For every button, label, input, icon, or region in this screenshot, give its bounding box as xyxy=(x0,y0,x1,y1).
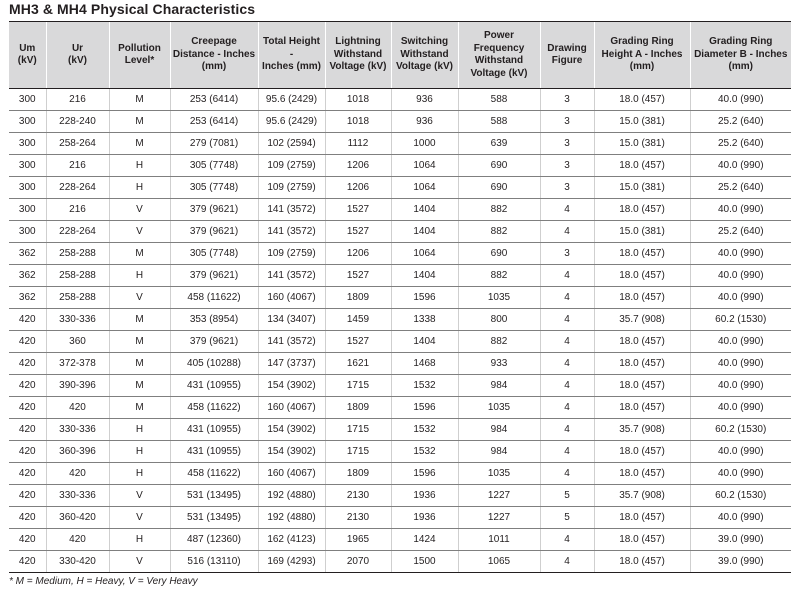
table-cell: 60.2 (1530) xyxy=(690,419,791,441)
table-cell: H xyxy=(109,529,170,551)
table-cell: 588 xyxy=(458,89,540,111)
table-row xyxy=(9,397,791,419)
table-cell: 109 (2759) xyxy=(258,155,325,177)
table-cell: V xyxy=(109,507,170,529)
table-cell: 4 xyxy=(540,441,594,463)
table-cell: 40.0 (990) xyxy=(690,507,791,529)
table-cell: 192 (4880) xyxy=(258,507,325,529)
table-cell: 458 (11622) xyxy=(170,287,258,309)
table-cell: 588 xyxy=(458,111,540,133)
table-cell: 4 xyxy=(540,397,594,419)
table-cell: 690 xyxy=(458,155,540,177)
table-cell: 431 (10955) xyxy=(170,441,258,463)
table-cell: 690 xyxy=(458,243,540,265)
table-cell: 1809 xyxy=(325,287,391,309)
table-cell: 35.7 (908) xyxy=(594,485,690,507)
table-cell: 40.0 (990) xyxy=(690,155,791,177)
table-cell: M xyxy=(109,111,170,133)
table-cell: 40.0 (990) xyxy=(690,441,791,463)
table-cell: 1227 xyxy=(458,485,540,507)
table-cell: 25.2 (640) xyxy=(690,221,791,243)
table-cell: 3 xyxy=(540,133,594,155)
table-cell: 882 xyxy=(458,221,540,243)
table-cell: 18.0 (457) xyxy=(594,551,690,573)
column-header: Um (kV) xyxy=(9,22,46,89)
table-cell: 18.0 (457) xyxy=(594,507,690,529)
table-cell: 60.2 (1530) xyxy=(690,485,791,507)
table-cell: 279 (7081) xyxy=(170,133,258,155)
table-cell: 1532 xyxy=(391,419,458,441)
table-cell: 141 (3572) xyxy=(258,221,325,243)
table-cell: 1206 xyxy=(325,155,391,177)
table-cell: 984 xyxy=(458,419,540,441)
table-cell: V xyxy=(109,221,170,243)
table-cell: 18.0 (457) xyxy=(594,375,690,397)
table-cell: 18.0 (457) xyxy=(594,155,690,177)
table-cell: 15.0 (381) xyxy=(594,133,690,155)
table-cell: 1527 xyxy=(325,199,391,221)
table-cell: 1064 xyxy=(391,155,458,177)
table-cell: 882 xyxy=(458,331,540,353)
table-cell: 169 (4293) xyxy=(258,551,325,573)
table-cell: 1065 xyxy=(458,551,540,573)
table-cell: 420 xyxy=(9,463,46,485)
table-cell: 933 xyxy=(458,353,540,375)
table-cell: 35.7 (908) xyxy=(594,419,690,441)
table-cell: 4 xyxy=(540,199,594,221)
table-cell: 1468 xyxy=(391,353,458,375)
table-cell: 154 (3902) xyxy=(258,441,325,463)
table-row xyxy=(9,89,791,111)
table-cell: M xyxy=(109,243,170,265)
table-cell: 18.0 (457) xyxy=(594,265,690,287)
table-cell: 1936 xyxy=(391,485,458,507)
table-cell: 420 xyxy=(9,441,46,463)
table-cell: 487 (12360) xyxy=(170,529,258,551)
table-cell: V xyxy=(109,287,170,309)
table-cell: 258-264 xyxy=(46,133,109,155)
table-cell: 141 (3572) xyxy=(258,265,325,287)
table-cell: 300 xyxy=(9,89,46,111)
table-row xyxy=(9,265,791,287)
table-body xyxy=(9,89,791,573)
table-cell: 1596 xyxy=(391,397,458,419)
table-cell: 420 xyxy=(9,485,46,507)
table-cell: 420 xyxy=(9,551,46,573)
table-cell: 4 xyxy=(540,529,594,551)
table-cell: 1596 xyxy=(391,463,458,485)
table-cell: 1936 xyxy=(391,507,458,529)
table-cell: 330-420 xyxy=(46,551,109,573)
table-cell: 160 (4067) xyxy=(258,397,325,419)
table-cell: 4 xyxy=(540,551,594,573)
table-cell: 4 xyxy=(540,309,594,331)
table-cell: M xyxy=(109,133,170,155)
table-row xyxy=(9,155,791,177)
table-cell: 1404 xyxy=(391,221,458,243)
table-row xyxy=(9,221,791,243)
table-cell: 420 xyxy=(9,353,46,375)
table-cell: 458 (11622) xyxy=(170,463,258,485)
table-cell: 1532 xyxy=(391,441,458,463)
table-row xyxy=(9,177,791,199)
table-cell: 15.0 (381) xyxy=(594,177,690,199)
table-cell: 300 xyxy=(9,199,46,221)
column-header: Total Height - Inches (mm) xyxy=(258,22,325,89)
table-cell: 40.0 (990) xyxy=(690,265,791,287)
table-cell: 18.0 (457) xyxy=(594,397,690,419)
table-header-row xyxy=(9,22,791,89)
table-cell: 420 xyxy=(46,463,109,485)
table-cell: 1424 xyxy=(391,529,458,551)
table-cell: 431 (10955) xyxy=(170,419,258,441)
table-cell: 300 xyxy=(9,155,46,177)
page-title: MH3 & MH4 Physical Characteristics xyxy=(9,1,256,17)
table-cell: 1965 xyxy=(325,529,391,551)
table-cell: M xyxy=(109,309,170,331)
table-cell: 1018 xyxy=(325,111,391,133)
column-header: Lightning Withstand Voltage (kV) xyxy=(325,22,391,89)
table-cell: 18.0 (457) xyxy=(594,287,690,309)
table-cell: 420 xyxy=(46,397,109,419)
table-cell: 1596 xyxy=(391,287,458,309)
table-cell: 216 xyxy=(46,89,109,111)
table-cell: H xyxy=(109,177,170,199)
table-cell: 18.0 (457) xyxy=(594,243,690,265)
table-row xyxy=(9,507,791,529)
table-cell: 1206 xyxy=(325,243,391,265)
table-row xyxy=(9,551,791,573)
table-cell: 216 xyxy=(46,199,109,221)
column-header: Grading Ring Diameter B - Inches (mm) xyxy=(690,22,791,89)
table-cell: H xyxy=(109,265,170,287)
table-cell: 1621 xyxy=(325,353,391,375)
table-cell: 35.7 (908) xyxy=(594,309,690,331)
table-cell: 95.6 (2429) xyxy=(258,111,325,133)
table-cell: 4 xyxy=(540,463,594,485)
table-cell: 228-264 xyxy=(46,221,109,243)
table-cell: M xyxy=(109,89,170,111)
table-cell: 390-396 xyxy=(46,375,109,397)
table-cell: 379 (9621) xyxy=(170,199,258,221)
table-cell: 1715 xyxy=(325,441,391,463)
table-cell: 102 (2594) xyxy=(258,133,325,155)
column-header: Pollution Level* xyxy=(109,22,170,89)
table-row xyxy=(9,243,791,265)
table-cell: 1532 xyxy=(391,375,458,397)
table-cell: 3 xyxy=(540,155,594,177)
table-cell: 362 xyxy=(9,265,46,287)
table-cell: H xyxy=(109,155,170,177)
table-cell: 154 (3902) xyxy=(258,419,325,441)
table-cell: 305 (7748) xyxy=(170,243,258,265)
table-cell: 330-336 xyxy=(46,309,109,331)
table-cell: 40.0 (990) xyxy=(690,375,791,397)
column-header: Power Frequency Withstand Voltage (kV) xyxy=(458,22,540,89)
table-cell: 18.0 (457) xyxy=(594,89,690,111)
table-cell: 2130 xyxy=(325,485,391,507)
table-cell: 40.0 (990) xyxy=(690,463,791,485)
column-header: Switching Withstand Voltage (kV) xyxy=(391,22,458,89)
table-cell: 420 xyxy=(46,529,109,551)
table-cell: 3 xyxy=(540,111,594,133)
table-cell: 1064 xyxy=(391,243,458,265)
column-header: Grading Ring Height A - Inches (mm) xyxy=(594,22,690,89)
table-cell: 25.2 (640) xyxy=(690,133,791,155)
table-row xyxy=(9,463,791,485)
table-row xyxy=(9,331,791,353)
table-cell: 154 (3902) xyxy=(258,375,325,397)
table-cell: V xyxy=(109,485,170,507)
table-cell: 936 xyxy=(391,111,458,133)
table-cell: 639 xyxy=(458,133,540,155)
table-cell: 1715 xyxy=(325,375,391,397)
table-cell: 300 xyxy=(9,111,46,133)
table-cell: 95.6 (2429) xyxy=(258,89,325,111)
table-cell: 60.2 (1530) xyxy=(690,309,791,331)
table-cell: 405 (10288) xyxy=(170,353,258,375)
table-cell: 431 (10955) xyxy=(170,375,258,397)
table-cell: V xyxy=(109,551,170,573)
table-cell: 936 xyxy=(391,89,458,111)
column-header: Ur (kV) xyxy=(46,22,109,89)
table-cell: 1035 xyxy=(458,287,540,309)
table-cell: 362 xyxy=(9,287,46,309)
table-cell: 300 xyxy=(9,133,46,155)
table-cell: 4 xyxy=(540,331,594,353)
footnote: * M = Medium, H = Heavy, V = Very Heavy xyxy=(9,576,198,587)
column-header: Drawing Figure xyxy=(540,22,594,89)
table-cell: 253 (6414) xyxy=(170,89,258,111)
table-cell: 379 (9621) xyxy=(170,265,258,287)
table-cell: M xyxy=(109,375,170,397)
table-cell: 1527 xyxy=(325,265,391,287)
table-cell: 1404 xyxy=(391,199,458,221)
table-cell: M xyxy=(109,397,170,419)
table-cell: 458 (11622) xyxy=(170,397,258,419)
table-row xyxy=(9,309,791,331)
characteristics-table xyxy=(9,21,791,573)
table-cell: 141 (3572) xyxy=(258,199,325,221)
table-cell: 420 xyxy=(9,309,46,331)
table-cell: 690 xyxy=(458,177,540,199)
table-cell: 1715 xyxy=(325,419,391,441)
table-row xyxy=(9,529,791,551)
table-row xyxy=(9,111,791,133)
table-cell: 40.0 (990) xyxy=(690,199,791,221)
table-cell: 253 (6414) xyxy=(170,111,258,133)
table-cell: 162 (4123) xyxy=(258,529,325,551)
table-cell: 420 xyxy=(9,529,46,551)
table-cell: 360 xyxy=(46,331,109,353)
table-cell: 330-336 xyxy=(46,485,109,507)
table-cell: 882 xyxy=(458,199,540,221)
table-cell: 39.0 (990) xyxy=(690,529,791,551)
table-cell: 300 xyxy=(9,177,46,199)
table-cell: 4 xyxy=(540,375,594,397)
table-cell: M xyxy=(109,331,170,353)
table-cell: 18.0 (457) xyxy=(594,353,690,375)
table-cell: 109 (2759) xyxy=(258,177,325,199)
table-cell: 984 xyxy=(458,375,540,397)
table-cell: 531 (13495) xyxy=(170,507,258,529)
table-cell: 1338 xyxy=(391,309,458,331)
table-cell: 15.0 (381) xyxy=(594,111,690,133)
table-cell: 40.0 (990) xyxy=(690,89,791,111)
table-cell: 420 xyxy=(9,397,46,419)
table-cell: H xyxy=(109,463,170,485)
table-cell: 18.0 (457) xyxy=(594,331,690,353)
table-cell: 228-264 xyxy=(46,177,109,199)
table-cell: 372-378 xyxy=(46,353,109,375)
table-cell: 1112 xyxy=(325,133,391,155)
table-cell: 40.0 (990) xyxy=(690,397,791,419)
table-cell: 420 xyxy=(9,419,46,441)
table-row xyxy=(9,287,791,309)
table-cell: 360-420 xyxy=(46,507,109,529)
table-cell: 4 xyxy=(540,265,594,287)
table-cell: 1035 xyxy=(458,463,540,485)
table-row xyxy=(9,441,791,463)
table-cell: 5 xyxy=(540,507,594,529)
table-cell: 160 (4067) xyxy=(258,463,325,485)
table-cell: 141 (3572) xyxy=(258,331,325,353)
table-cell: 1035 xyxy=(458,397,540,419)
column-header: Creepage Distance - Inches (mm) xyxy=(170,22,258,89)
table-cell: 1011 xyxy=(458,529,540,551)
table-cell: H xyxy=(109,441,170,463)
table-cell: 4 xyxy=(540,353,594,375)
table-cell: 160 (4067) xyxy=(258,287,325,309)
table-cell: 1459 xyxy=(325,309,391,331)
table-cell: 258-288 xyxy=(46,265,109,287)
table-cell: 1500 xyxy=(391,551,458,573)
table-row xyxy=(9,375,791,397)
table-row xyxy=(9,199,791,221)
table-cell: 40.0 (990) xyxy=(690,331,791,353)
table-cell: 305 (7748) xyxy=(170,155,258,177)
table-cell: 420 xyxy=(9,507,46,529)
table-cell: 531 (13495) xyxy=(170,485,258,507)
table-cell: 216 xyxy=(46,155,109,177)
table-cell: 1527 xyxy=(325,331,391,353)
table-cell: 18.0 (457) xyxy=(594,529,690,551)
table-cell: 1404 xyxy=(391,265,458,287)
table-cell: 984 xyxy=(458,441,540,463)
table-row xyxy=(9,419,791,441)
table-cell: M xyxy=(109,353,170,375)
table-row xyxy=(9,353,791,375)
table-cell: 2070 xyxy=(325,551,391,573)
table-cell: 40.0 (990) xyxy=(690,243,791,265)
table-cell: 1064 xyxy=(391,177,458,199)
table-cell: 3 xyxy=(540,177,594,199)
table-cell: 300 xyxy=(9,221,46,243)
table-cell: 258-288 xyxy=(46,243,109,265)
table-cell: 379 (9621) xyxy=(170,331,258,353)
table-row xyxy=(9,485,791,507)
table-cell: 800 xyxy=(458,309,540,331)
table-cell: 18.0 (457) xyxy=(594,441,690,463)
table-cell: 15.0 (381) xyxy=(594,221,690,243)
table-cell: V xyxy=(109,199,170,221)
table-cell: 25.2 (640) xyxy=(690,177,791,199)
table-cell: 147 (3737) xyxy=(258,353,325,375)
table-cell: 25.2 (640) xyxy=(690,111,791,133)
table-cell: 40.0 (990) xyxy=(690,287,791,309)
table-cell: 360-396 xyxy=(46,441,109,463)
table-cell: 882 xyxy=(458,265,540,287)
table-cell: 1206 xyxy=(325,177,391,199)
table-cell: 2130 xyxy=(325,507,391,529)
table-cell: 516 (13110) xyxy=(170,551,258,573)
table-cell: 3 xyxy=(540,243,594,265)
table-cell: 4 xyxy=(540,221,594,243)
table-cell: 1404 xyxy=(391,331,458,353)
table-cell: 3 xyxy=(540,89,594,111)
table-cell: 5 xyxy=(540,485,594,507)
table-cell: 330-336 xyxy=(46,419,109,441)
table-cell: 134 (3407) xyxy=(258,309,325,331)
table-cell: 353 (8954) xyxy=(170,309,258,331)
table-cell: 379 (9621) xyxy=(170,221,258,243)
table-cell: 1527 xyxy=(325,221,391,243)
table-cell: 305 (7748) xyxy=(170,177,258,199)
table-cell: 4 xyxy=(540,419,594,441)
table-cell: 420 xyxy=(9,331,46,353)
table-cell: 40.0 (990) xyxy=(690,353,791,375)
table-cell: 1018 xyxy=(325,89,391,111)
table-row xyxy=(9,133,791,155)
table-cell: 258-288 xyxy=(46,287,109,309)
table-cell: 4 xyxy=(540,287,594,309)
table-cell: 1000 xyxy=(391,133,458,155)
table-cell: 192 (4880) xyxy=(258,485,325,507)
table-cell: 18.0 (457) xyxy=(594,199,690,221)
table-cell: 109 (2759) xyxy=(258,243,325,265)
table-cell: 1809 xyxy=(325,463,391,485)
table-cell: 18.0 (457) xyxy=(594,463,690,485)
table-cell: H xyxy=(109,419,170,441)
table-cell: 1809 xyxy=(325,397,391,419)
table-cell: 420 xyxy=(9,375,46,397)
table-cell: 1227 xyxy=(458,507,540,529)
table-cell: 228-240 xyxy=(46,111,109,133)
table-cell: 39.0 (990) xyxy=(690,551,791,573)
table-cell: 362 xyxy=(9,243,46,265)
